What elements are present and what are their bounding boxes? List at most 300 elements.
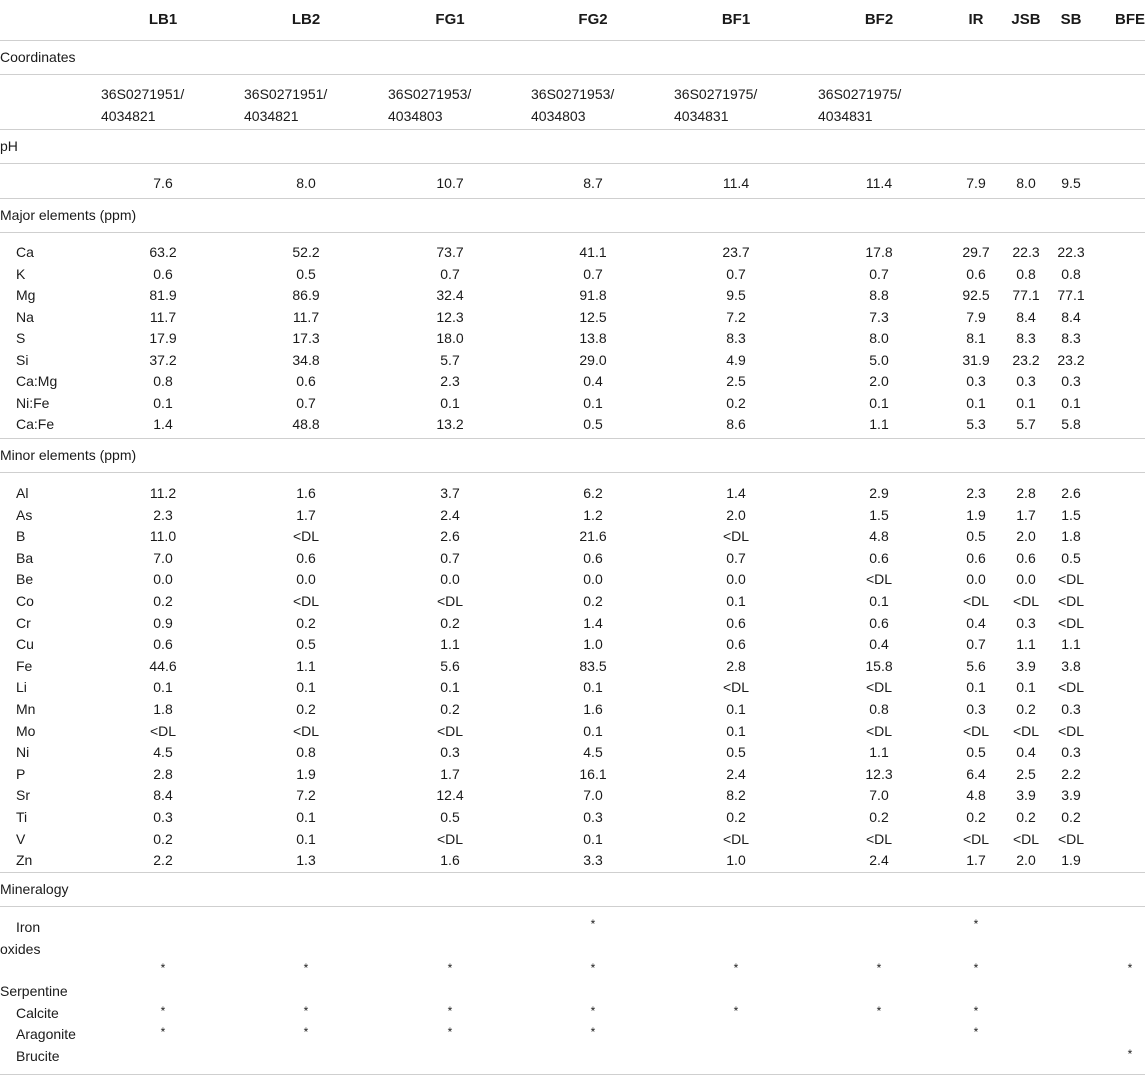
cell-value: 1.6 (296, 485, 316, 501)
cell-value: 0.6 (583, 549, 603, 566)
cell-value: 0.2 (1016, 809, 1036, 825)
cell-value: <DL (292, 528, 320, 545)
cell-value: 41.1 (579, 244, 607, 260)
cell-value: 0.5 (296, 265, 316, 282)
cell-value: 4.8 (966, 787, 986, 804)
ph-value: 11.4 (722, 175, 750, 191)
mineral-present-marker: * (1127, 1047, 1133, 1061)
cell-value: 34.8 (292, 351, 320, 368)
mineral-present-marker: * (160, 1004, 166, 1018)
cell-value: 0.8 (869, 701, 889, 717)
cell-value: 63.2 (149, 244, 177, 260)
cell-value: 1.9 (966, 506, 986, 523)
cell-value: 1.4 (583, 614, 603, 631)
cell-value: 7.3 (869, 308, 889, 325)
cell-value: 3.9 (1016, 787, 1036, 804)
cell-value: 1.0 (583, 636, 603, 653)
mineral-present-marker: * (1127, 961, 1133, 975)
cell-value: 17.9 (149, 330, 177, 346)
cell-value: 5.3 (966, 416, 986, 432)
cell-value: 0.1 (966, 679, 986, 696)
cell-value: 0.6 (726, 614, 746, 631)
cell-value: 2.2 (153, 852, 173, 869)
row-label: Zn (16, 852, 33, 869)
cell-value: 0.1 (726, 593, 746, 609)
cell-value: 1.1 (296, 657, 316, 674)
cell-value: 0.1 (1016, 679, 1036, 696)
cell-value: 2.0 (726, 506, 746, 523)
cell-value: 1.8 (153, 701, 173, 717)
cell-value: 0.1 (153, 679, 173, 696)
cell-value: 0.6 (869, 614, 889, 631)
section-title: Mineralogy (0, 881, 69, 897)
ph-value: 7.6 (153, 175, 173, 191)
cell-value: 1.0 (726, 852, 746, 869)
cell-value: 92.5 (962, 287, 990, 303)
cell-value: <DL (292, 722, 320, 739)
cell-value: 23.2 (1057, 351, 1085, 368)
cell-value: 5.8 (1061, 416, 1081, 432)
cell-value: <DL (149, 722, 177, 739)
cell-value: 8.4 (1061, 308, 1081, 325)
column-header-sb: SB (1060, 11, 1082, 28)
cell-value: 81.9 (149, 287, 177, 303)
cell-value: 15.8 (865, 657, 893, 674)
cell-value: 3.3 (583, 852, 603, 869)
cell-value: 4.8 (869, 528, 889, 545)
cell-value: 0.9 (153, 614, 173, 631)
row-label: Be (16, 571, 34, 588)
cell-value: 0.1 (1061, 394, 1081, 411)
section-header-major (0, 198, 1145, 233)
cell-value: 1.9 (1061, 852, 1081, 869)
cell-value: 0.2 (296, 614, 316, 631)
row-label: Mg (16, 287, 36, 303)
cell-value: <DL (1057, 593, 1085, 609)
coordinate-value: 4034821 (244, 108, 299, 124)
mineral-present-marker: * (590, 917, 596, 931)
row-label: Fe (16, 657, 33, 674)
column-header-ir: IR (968, 11, 984, 28)
cell-value: <DL (722, 679, 750, 696)
cell-value: 2.0 (1016, 852, 1036, 869)
column-header-bf1: BF1 (721, 11, 751, 28)
cell-value: 0.6 (1016, 549, 1036, 566)
cell-value: 0.7 (583, 265, 603, 282)
cell-value: 0.1 (726, 701, 746, 717)
cell-value: 1.6 (583, 701, 603, 717)
row-label: B (16, 528, 26, 545)
mineral-label: Calcite (16, 1005, 59, 1021)
mineral-present-marker: * (876, 961, 882, 975)
cell-value: 2.0 (1016, 528, 1036, 545)
cell-value: 6.4 (966, 765, 986, 782)
coordinate-value: 36S0271953/ (388, 86, 472, 102)
cell-value: 0.2 (1061, 809, 1081, 825)
cell-value: <DL (1057, 571, 1085, 588)
cell-value: 0.1 (583, 722, 603, 739)
cell-value: 8.0 (869, 330, 889, 346)
cell-value: 0.1 (583, 394, 603, 411)
cell-value: 1.7 (440, 765, 460, 782)
cell-value: 16.1 (579, 765, 607, 782)
cell-value: 2.4 (726, 765, 746, 782)
cell-value: 1.1 (1016, 636, 1036, 653)
cell-value: 1.1 (1061, 636, 1081, 653)
cell-value: 3.7 (440, 485, 460, 501)
cell-value: 1.7 (296, 506, 316, 523)
cell-value: 3.8 (1061, 657, 1081, 674)
column-header-fg2: FG2 (578, 11, 608, 28)
cell-value: 0.7 (440, 265, 460, 282)
cell-value: 2.4 (440, 506, 460, 523)
cell-value: 7.0 (869, 787, 889, 804)
row-label: Ni:Fe (16, 394, 50, 411)
cell-value: 1.4 (153, 416, 173, 432)
cell-value: <DL (722, 830, 750, 847)
cell-value: 1.1 (869, 416, 889, 432)
cell-value: 8.3 (726, 330, 746, 346)
cell-value: 11.0 (149, 528, 177, 545)
cell-value: 7.9 (966, 308, 986, 325)
section-header-minor (0, 438, 1145, 473)
row-label: Sr (16, 787, 30, 804)
cell-value: 0.3 (1016, 373, 1036, 389)
mineral-present-marker: * (590, 1004, 596, 1018)
mineral-present-marker: * (733, 1004, 739, 1018)
cell-value: 91.8 (579, 287, 607, 303)
cell-value: <DL (1012, 830, 1040, 847)
row-label: Mo (16, 722, 36, 739)
cell-value: 0.8 (296, 744, 316, 761)
mineral-present-marker: * (303, 1025, 309, 1039)
cell-value: 0.0 (1016, 571, 1036, 588)
cell-value: 2.6 (440, 528, 460, 545)
cell-value: <DL (962, 722, 990, 739)
cell-value: 1.6 (440, 852, 460, 869)
cell-value: 18.0 (436, 330, 464, 346)
cell-value: 1.8 (1061, 528, 1081, 545)
cell-value: 0.2 (726, 394, 746, 411)
cell-value: 1.2 (583, 506, 603, 523)
row-label: S (16, 330, 26, 346)
cell-value: 0.6 (153, 636, 173, 653)
row-label: Li (16, 679, 27, 696)
mineral-label: Brucite (16, 1048, 60, 1064)
cell-value: <DL (1012, 593, 1040, 609)
cell-value: 7.0 (153, 549, 173, 566)
cell-value: 11.2 (149, 485, 177, 501)
cell-value: 0.8 (1061, 265, 1081, 282)
cell-value: 0.2 (296, 701, 316, 717)
cell-value: 2.3 (966, 485, 986, 501)
cell-value: 0.0 (296, 571, 316, 588)
cell-value: 8.3 (1061, 330, 1081, 346)
cell-value: 4.9 (726, 351, 746, 368)
coordinate-value: 4034821 (101, 108, 156, 124)
cell-value: 1.9 (296, 765, 316, 782)
row-label: Cu (16, 636, 34, 653)
cell-value: 5.0 (869, 351, 889, 368)
cell-value: 0.2 (1016, 701, 1036, 717)
cell-value: 12.4 (436, 787, 464, 804)
column-header-row (0, 0, 1145, 41)
cell-value: 0.7 (726, 549, 746, 566)
mineral-present-marker: * (590, 961, 596, 975)
column-header-fg1: FG1 (435, 11, 465, 28)
cell-value: <DL (865, 830, 893, 847)
cell-value: 2.8 (1016, 485, 1036, 501)
mineral-present-marker: * (733, 961, 739, 975)
cell-value: 0.5 (1061, 549, 1081, 566)
coordinate-value: 4034831 (818, 108, 873, 124)
cell-value: <DL (436, 722, 464, 739)
column-header-lb1: LB1 (148, 11, 178, 28)
cell-value: 0.1 (869, 593, 889, 609)
cell-value: 11.7 (292, 308, 320, 325)
cell-value: 0.3 (1061, 373, 1081, 389)
cell-value: 3.9 (1061, 787, 1081, 804)
cell-value: 0.5 (726, 744, 746, 761)
cell-value: 1.3 (296, 852, 316, 869)
coordinate-value: 4034831 (674, 108, 729, 124)
ph-value: 10.7 (436, 175, 464, 191)
cell-value: 2.3 (440, 373, 460, 389)
cell-value: 44.6 (149, 657, 177, 674)
row-label: Ni (16, 744, 30, 761)
cell-value: 0.5 (966, 744, 986, 761)
cell-value: 0.1 (296, 830, 316, 847)
coordinate-value: 4034803 (531, 108, 586, 124)
ph-value: 7.9 (966, 175, 986, 191)
row-label: Ba (16, 549, 34, 566)
cell-value: 4.5 (153, 744, 173, 761)
cell-value: 1.5 (869, 506, 889, 523)
cell-value: 0.3 (583, 809, 603, 825)
coordinate-value: 4034803 (388, 108, 443, 124)
section-header-ph (0, 129, 1145, 164)
cell-value: 29.7 (962, 244, 990, 260)
cell-value: <DL (436, 830, 464, 847)
cell-value: 1.1 (440, 636, 460, 653)
cell-value: 0.1 (1016, 394, 1036, 411)
cell-value: 6.2 (583, 485, 603, 501)
coordinate-value: 36S0271951/ (101, 86, 185, 102)
cell-value: 9.5 (726, 287, 746, 303)
row-label: P (16, 765, 26, 782)
mineral-present-marker: * (973, 917, 979, 931)
cell-value: 48.8 (292, 416, 320, 432)
cell-value: 0.1 (583, 830, 603, 847)
row-divider (0, 1074, 1145, 1075)
row-label: Al (16, 485, 29, 501)
cell-value: 0.4 (869, 636, 889, 653)
cell-value: 1.1 (869, 744, 889, 761)
cell-value: 0.3 (1061, 744, 1081, 761)
cell-value: 0.6 (966, 265, 986, 282)
cell-value: 29.0 (579, 351, 607, 368)
cell-value: 0.1 (440, 394, 460, 411)
cell-value: 0.1 (869, 394, 889, 411)
ph-value: 8.0 (1016, 175, 1036, 191)
coordinate-value: 36S0271975/ (818, 86, 902, 102)
cell-value: 12.3 (436, 308, 464, 325)
cell-value: <DL (865, 679, 893, 696)
cell-value: 2.8 (726, 657, 746, 674)
column-header-lb2: LB2 (291, 11, 321, 28)
cell-value: 83.5 (579, 657, 607, 674)
row-label: As (16, 506, 33, 523)
coordinate-value: 36S0271975/ (674, 86, 758, 102)
cell-value: 0.6 (153, 265, 173, 282)
cell-value: 31.9 (962, 351, 990, 368)
cell-value: 0.2 (869, 809, 889, 825)
cell-value: <DL (962, 593, 990, 609)
row-label: Cr (16, 614, 31, 631)
cell-value: 0.2 (726, 809, 746, 825)
mineral-present-marker: * (973, 1004, 979, 1018)
row-label: Na (16, 308, 34, 325)
cell-value: <DL (1057, 830, 1085, 847)
cell-value: 8.3 (1016, 330, 1036, 346)
section-title: Major elements (ppm) (0, 207, 137, 223)
mineral-label: oxides (0, 941, 41, 957)
row-label: Ca (16, 244, 34, 260)
cell-value: 2.4 (869, 852, 889, 869)
cell-value: <DL (1057, 679, 1085, 696)
column-header-bfe: BFE (1115, 11, 1145, 28)
cell-value: 8.2 (726, 787, 746, 804)
cell-value: <DL (292, 593, 320, 609)
cell-value: 0.3 (1061, 701, 1081, 717)
cell-value: 0.6 (869, 549, 889, 566)
cell-value: 2.3 (153, 506, 173, 523)
cell-value: 0.2 (583, 593, 603, 609)
cell-value: 0.4 (583, 373, 603, 389)
cell-value: <DL (1057, 614, 1085, 631)
cell-value: 0.0 (440, 571, 460, 588)
mineral-label: Aragonite (16, 1026, 76, 1042)
cell-value: 0.7 (966, 636, 986, 653)
cell-value: 1.5 (1061, 506, 1081, 523)
section-title: pH (0, 138, 18, 154)
cell-value: 8.4 (1016, 308, 1036, 325)
mineral-label: Serpentine (0, 983, 68, 999)
cell-value: 0.7 (869, 265, 889, 282)
cell-value: 22.3 (1012, 244, 1040, 260)
cell-value: 73.7 (436, 244, 464, 260)
section-header-mineralogy (0, 872, 1145, 907)
cell-value: 0.4 (1016, 744, 1036, 761)
cell-value: 0.1 (296, 679, 316, 696)
cell-value: 0.5 (296, 636, 316, 653)
cell-value: 1.7 (1016, 506, 1036, 523)
cell-value: 7.2 (296, 787, 316, 804)
cell-value: 0.3 (966, 701, 986, 717)
coordinate-value: 36S0271951/ (244, 86, 328, 102)
cell-value: 0.2 (440, 614, 460, 631)
cell-value: <DL (865, 722, 893, 739)
cell-value: 2.5 (726, 373, 746, 389)
cell-value: 0.2 (440, 701, 460, 717)
cell-value: 0.6 (966, 549, 986, 566)
row-label: Ca:Fe (16, 416, 55, 432)
cell-value: 8.1 (966, 330, 986, 346)
cell-value: 2.6 (1061, 485, 1081, 501)
row-label: Co (16, 593, 34, 609)
cell-value: 5.6 (966, 657, 986, 674)
cell-value: 2.5 (1016, 765, 1036, 782)
cell-value: 0.5 (966, 528, 986, 545)
mineral-label: Iron (16, 919, 41, 935)
cell-value: 0.2 (153, 830, 173, 847)
cell-value: <DL (722, 528, 750, 545)
section-title: Coordinates (0, 49, 76, 65)
column-header-jsb: JSB (1011, 11, 1041, 28)
column-header-bf2: BF2 (864, 11, 894, 28)
cell-value: 5.7 (440, 351, 460, 368)
cell-value: 0.6 (296, 549, 316, 566)
cell-value: 5.7 (1016, 416, 1036, 432)
cell-value: 13.8 (579, 330, 607, 346)
mineral-present-marker: * (303, 961, 309, 975)
cell-value: 2.2 (1061, 765, 1081, 782)
mineral-present-marker: * (160, 1025, 166, 1039)
cell-value: 0.8 (1016, 265, 1036, 282)
cell-value: <DL (436, 593, 464, 609)
cell-value: 23.2 (1012, 351, 1040, 368)
cell-value: 0.0 (153, 571, 173, 588)
mineral-present-marker: * (447, 961, 453, 975)
cell-value: 0.4 (966, 614, 986, 631)
ph-value: 9.5 (1061, 175, 1081, 191)
mineral-present-marker: * (447, 1004, 453, 1018)
cell-value: 0.7 (440, 549, 460, 566)
cell-value: 0.0 (966, 571, 986, 588)
cell-value: 0.1 (440, 679, 460, 696)
cell-value: 13.2 (436, 416, 464, 432)
cell-value: 2.9 (869, 485, 889, 501)
ph-value: 8.7 (583, 175, 603, 191)
cell-value: 0.0 (583, 571, 603, 588)
cell-value: 1.4 (726, 485, 746, 501)
mineral-present-marker: * (973, 1025, 979, 1039)
cell-value: 0.1 (966, 394, 986, 411)
mineral-present-marker: * (876, 1004, 882, 1018)
cell-value: <DL (865, 571, 893, 588)
cell-value: 8.8 (869, 287, 889, 303)
row-label: V (16, 830, 26, 847)
cell-value: 0.2 (153, 593, 173, 609)
row-label: Mn (16, 701, 36, 717)
cell-value: 0.6 (296, 373, 316, 389)
cell-value: 0.7 (726, 265, 746, 282)
cell-value: 0.3 (440, 744, 460, 761)
ph-value: 11.4 (865, 175, 893, 191)
cell-value: 7.0 (583, 787, 603, 804)
cell-value: 32.4 (436, 287, 464, 303)
cell-value: 0.2 (966, 809, 986, 825)
cell-value: 23.7 (722, 244, 750, 260)
mineral-present-marker: * (447, 1025, 453, 1039)
cell-value: 0.6 (726, 636, 746, 653)
mineral-present-marker: * (160, 961, 166, 975)
mineral-present-marker: * (590, 1025, 596, 1039)
row-label: Si (16, 351, 29, 368)
cell-value: 77.1 (1057, 287, 1085, 303)
row-label: K (16, 265, 26, 282)
cell-value: 1.7 (966, 852, 986, 869)
